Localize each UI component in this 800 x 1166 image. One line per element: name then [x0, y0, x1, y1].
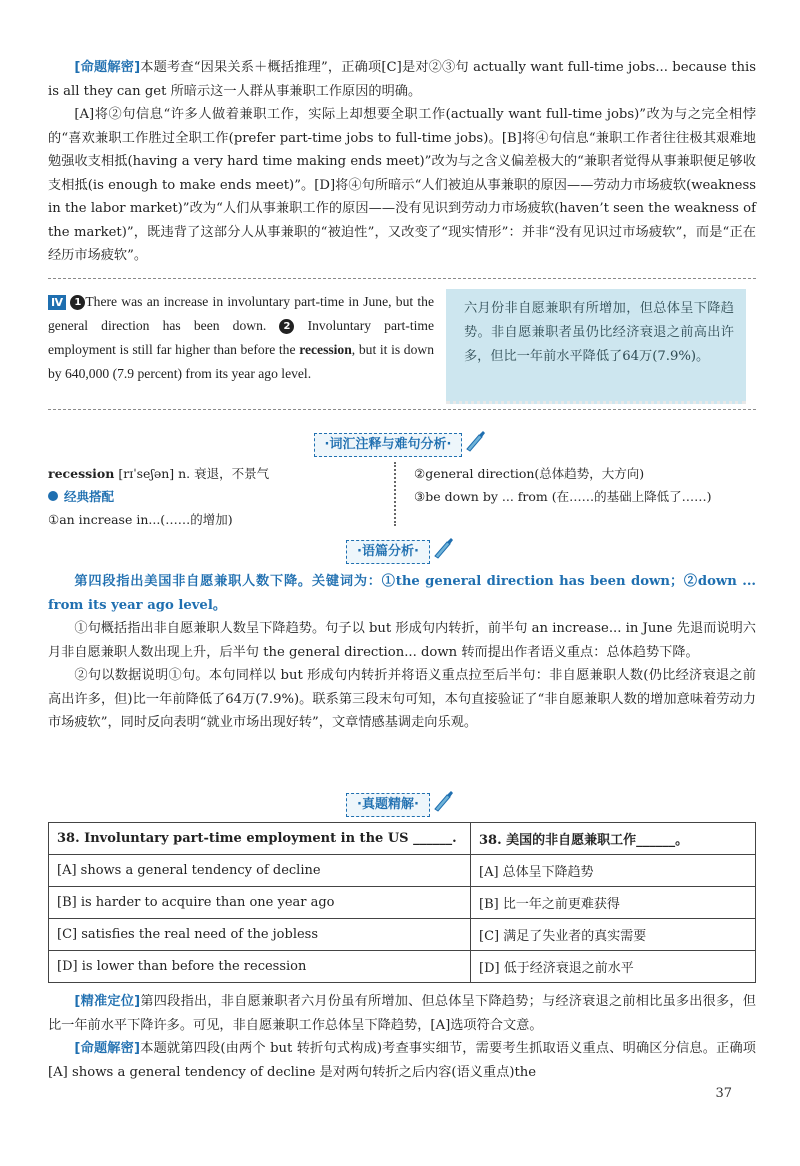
sentence-2a: Involuntary part-time employment is still far higher than before the	[48, 318, 434, 357]
option-b-chinese: [B] 比一年之前更难获得	[471, 887, 756, 919]
vocab-recession: recession [rɪˈseʃən] n. 衰退，不景气	[48, 466, 270, 481]
divider	[48, 278, 756, 279]
locate-paragraph: [精准定位]第四段指出，非自愿兼职者六月份虽有所增加、但总体呈下降趋势；与经济衰退之前相比虽多出很多，但比一年前水平下降许多。可见，非自愿兼职工作总体呈下降趋势，[A]选项符合文意。	[48, 994, 756, 1033]
option-a-english: [A] shows a general tendency of decline	[49, 855, 471, 887]
section-exam-title: ·真题精解·	[0, 790, 800, 817]
analysis-summary: 第四段指出美国非自愿兼职人数下降。关键词为：①the general direction has been down；②down ... from its year ago level。	[48, 574, 756, 613]
translation-text: 六月份非自愿兼职有所增加，但总体呈下降趋势。非自愿兼职者虽仍比经济衰退之前高出许多，但比一年前水平降低了64万(7.9%)。	[464, 301, 734, 364]
top-explanation	[48, 56, 756, 268]
decode-paragraph: [命题解密]本题就第四段(由两个 but 转折句式构成)考查事实细节，需要考生抓取语义重点、明确区分信息。正确项[A] shows a general tendency of decline 是对两句转折之后内容(语义重点)the	[48, 1041, 756, 1080]
question-table	[48, 822, 756, 983]
sentence-number-1: 1	[70, 295, 85, 310]
pen-icon	[432, 537, 454, 559]
collocation-heading: 经典搭配	[48, 485, 378, 508]
tag-decode: [命题解密]	[74, 1041, 141, 1056]
keyword-recession: recession	[299, 342, 352, 357]
analysis-body	[48, 570, 756, 735]
question-row	[49, 823, 756, 855]
sentence-number-2: 2	[279, 319, 294, 334]
tag-locate: [精准定位]	[74, 994, 141, 1009]
top-paragraph-1: [命题解密]本题考查“因果关系＋概括推理”，正确项[C]是对②③句 actually want full-time jobs... because this is all they can get 所暗示这一人群从事兼职工作原因的明确。	[48, 60, 756, 99]
vocab-right	[414, 462, 754, 508]
bullet-icon	[48, 491, 58, 501]
analysis-paragraph-2: ②句以数据说明①句。本句同样以 but 形成句内转折并将语义重点拉至后半句：非自愿兼职人数(仍比经济衰退之前高出许多，但)比一年前降低了64万(7.9%)。联系第三段末句可知，本句直接验证了“非自愿兼职人数的增加意味着劳动力市场疲软”，同时反向表明“就业市场出现好转”，文章情感基调走向乐观。	[48, 668, 756, 730]
question-english: 38. Involuntary part-time employment in the US ______.	[49, 823, 471, 855]
question-chinese: 38. 美国的非自愿兼职工作______。	[471, 823, 756, 855]
option-b-english: [B] is harder to acquire than one year ago	[49, 887, 471, 919]
exam-explanation	[48, 990, 756, 1084]
option-a-chinese: [A] 总体呈下降趋势	[471, 855, 756, 887]
divider	[48, 409, 756, 410]
collocation-item-3: ③be down by ... from (在……的基础上降低了……)	[414, 489, 712, 504]
pen-icon	[432, 790, 454, 812]
sentence-2b: , but it is down by 640,000 (7.9 percent) from its year ago level.	[48, 342, 434, 381]
sentence-1: There was an increase in involuntary part-time in June, but the general direction has been down.	[48, 294, 435, 333]
pen-icon	[464, 430, 486, 452]
analysis-paragraph-1: ①句概括指出非自愿兼职人数呈下降趋势。句子以 but 形成句内转折，前半句 an increase... in June 先退而说明六月非自愿兼职人数出现上升，后半句 the general direction... down 转而提出作者语义重点：总体趋势下降。	[48, 621, 756, 660]
vocab-left	[48, 462, 378, 531]
collocation-item-1: ①an increase in...(……的增加)	[48, 512, 233, 527]
tag-decode: [命题解密]	[74, 60, 141, 75]
option-d-english: [D] is lower than before the recession	[49, 951, 471, 983]
collocation-item-2: ②general direction(总体趋势，大方向)	[414, 466, 645, 481]
section-analysis-title: ·语篇分析·	[0, 537, 800, 564]
option-d-chinese: [D] 低于经济衰退之前水平	[471, 951, 756, 983]
passage-translation	[446, 289, 746, 404]
paragraph-marker: Ⅳ	[48, 295, 66, 310]
option-row	[49, 951, 756, 983]
section-vocab-title: ·词汇注释与难句分析·	[0, 430, 800, 457]
option-row	[49, 887, 756, 919]
page-number: 37	[715, 1086, 732, 1101]
option-row	[49, 855, 756, 887]
option-c-english: [C] satisfies the real need of the jobless	[49, 919, 471, 951]
option-c-chinese: [C] 满足了失业者的真实需要	[471, 919, 756, 951]
option-row	[49, 919, 756, 951]
top-paragraph-2: [A]将②句信息“许多人做着兼职工作，实际上却想要全职工作(actually want full-time jobs)”改为与之完全相悖的“喜欢兼职工作胜过全职工作(prefer part-time jobs to full-time jobs)。[B]将④句信息“兼职工作者往往极其艰难地勉强收支相抵(having a very hard time making ends meet)”改为与之含义偏差极大的“兼职者觉得从事兼职便足够收支相抵(is enough to make ends meet)”。[D]将④句所暗示“人们被迫从事兼职的原因——劳动力市场疲软(weakness in the labor market)”改为“人们从事兼职工作的原因——没有见识到劳动力市场疲软(haven’t seen the weakness of the market)”，既违背了这部分人从事兼职的“被迫性”，又改变了“现实情形”：并非“没有见识过市场疲软”，而是“正在经历市场疲软”。	[48, 107, 756, 263]
passage-english	[48, 290, 434, 386]
vocab-divider	[394, 462, 396, 526]
